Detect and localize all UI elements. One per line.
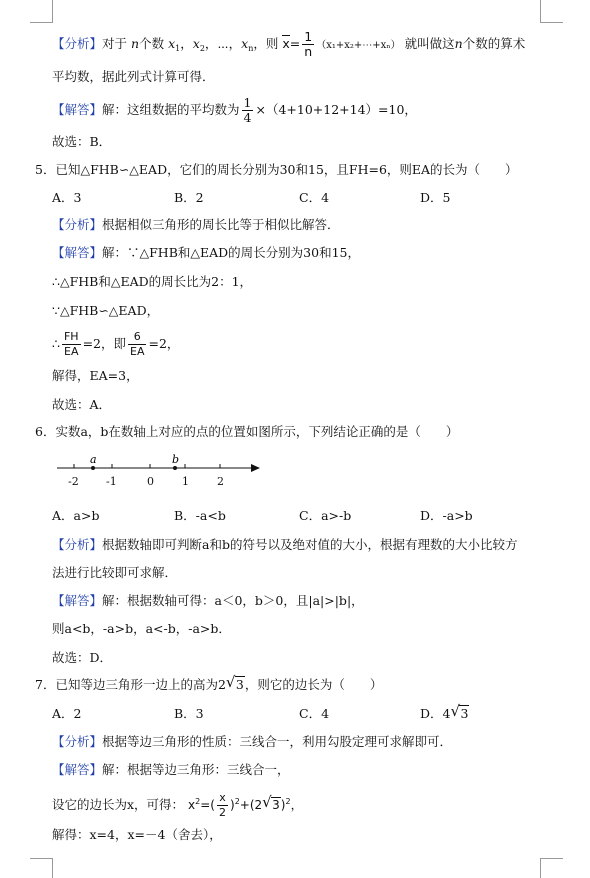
number-line-figure [55,452,265,490]
q7-option-d: D．4 √ 3 [420,702,469,721]
q6-choice: 故选：D． [52,650,113,665]
q5-choice: 故选：A． [52,397,112,412]
q5-stem: 5．已知△FHB∽△EAD，它们的周长分别为30和15，且FH=6，则EA的长为（ ） [35,162,518,177]
q5-answer-line1: 【解答】解：∵△FHB和△EAD的周长分别为30和15， [52,245,360,260]
corner-mark-bottom-left [30,858,53,878]
corner-mark-top-left [30,0,53,23]
q5-answer-line2: ∴△FHB和△EAD的周长比为2：1， [52,274,253,289]
q4-choice: 故选：B． [52,134,112,149]
q7-option-b: B．3 [174,706,204,721]
q6-option-d: D．-a>b [420,508,473,523]
q5-option-c: C．4 [299,190,330,205]
q6-analysis-line2: 法进行比较即可求解． [52,565,178,580]
q7-answer-line2: 设它的边长为x，可得： $x^2=$( $\frac{x}{2}$ )$^2$+(2 √ 3)$^2$， [52,791,303,819]
q4-analysis-line1: 【分析】对于 n个数 $x_1$，$x_2$，⋯，$x_n$，则 x= $\frac{1}{n}$ （x₁+x₂+⋯+xₙ） 就叫做这n个数的算术 [52,29,526,59]
q7-analysis: 【分析】根据等边三角形的性质：三线合一，利用勾股定理可求解即可． [52,734,453,749]
q5-answer-line3: ∵△FHB∽△EAD， [52,303,160,318]
q4-answer: 【解答】解：这组数据的平均数为 $\frac{1}{4}$ ×（4+10+12+14）=10， [52,95,417,125]
q6-stem: 6．实数a，b在数轴上对应的点的位置如图所示，下列结论正确的是（ ） [35,424,459,439]
tick-label-0: 0 [147,475,154,488]
tick-label-neg2: -2 [68,475,79,488]
fraction-1-over-n: $\frac{1}{n}$ [304,29,313,59]
q5-answer-line4: ∴ $\frac{FH}{EA}$ =2，即 $\frac{6}{EA}$ =2， [52,330,180,358]
q5-answer-line5: 解得，EA=3， [52,368,139,383]
q6-option-c: C．a>-b [299,508,352,523]
q6-option-a: A．a>b [52,508,100,523]
q4-analysis-line2: 平均数，据此列式计算可得． [52,69,215,84]
point-b-label: b [172,453,180,466]
fraction-1-over-4: $\frac{1}{4}$ [243,95,252,125]
fraction-fh-over-ea: $\frac{FH}{EA}$ [63,330,79,358]
q6-answer-line2: 则a<b，-a>b，a<-b，-a>b． [52,621,231,636]
equation: $x^2=$( $\frac{x}{2}$ )$^2$+(2 √ 3)$^2$， [188,791,303,819]
tick-label-neg1: -1 [106,475,117,488]
point-b [173,466,177,470]
q5-option-b: B．2 [174,190,204,205]
number-line-arrow [251,464,260,472]
q7-option-c: C．4 [299,706,330,721]
q7-stem: 7．已知等边三角形一边上的高为2 √ 3，则它的边长为（ ） [35,673,383,692]
tick-label-2: 2 [217,475,224,488]
q7-option-a: A．2 [52,706,82,721]
analysis-tag: 【分析】 [52,36,103,51]
q7-answer-line3: 解得：x=4，x=－4（舍去）， [52,827,222,842]
q6-answer-line1: 【解答】解：根据数轴可得：a＜0，b＞0，且|a|>|b|， [52,593,364,608]
point-a-label: a [90,453,97,466]
corner-mark-bottom-right [540,858,563,878]
tick-label-1: 1 [182,475,189,488]
q6-option-b: B．-a<b [174,508,226,523]
q5-option-a: A．3 [52,190,82,205]
point-a [91,466,95,470]
sqrt-3: √ 3 [225,673,244,692]
q6-analysis-line1: 【分析】根据数轴即可判断a和b的符号以及绝对值的大小，根据有理数的大小比较方 [52,537,518,552]
q5-option-d: D．5 [420,190,451,205]
q7-answer-line1: 【解答】解：根据等边三角形：三线合一， [52,762,290,777]
fraction-6-over-ea: $\frac{6}{EA}$ [130,330,145,358]
q5-analysis: 【分析】根据相似三角形的周长比等于相似比解答． [52,217,340,232]
corner-mark-top-right [540,0,563,23]
